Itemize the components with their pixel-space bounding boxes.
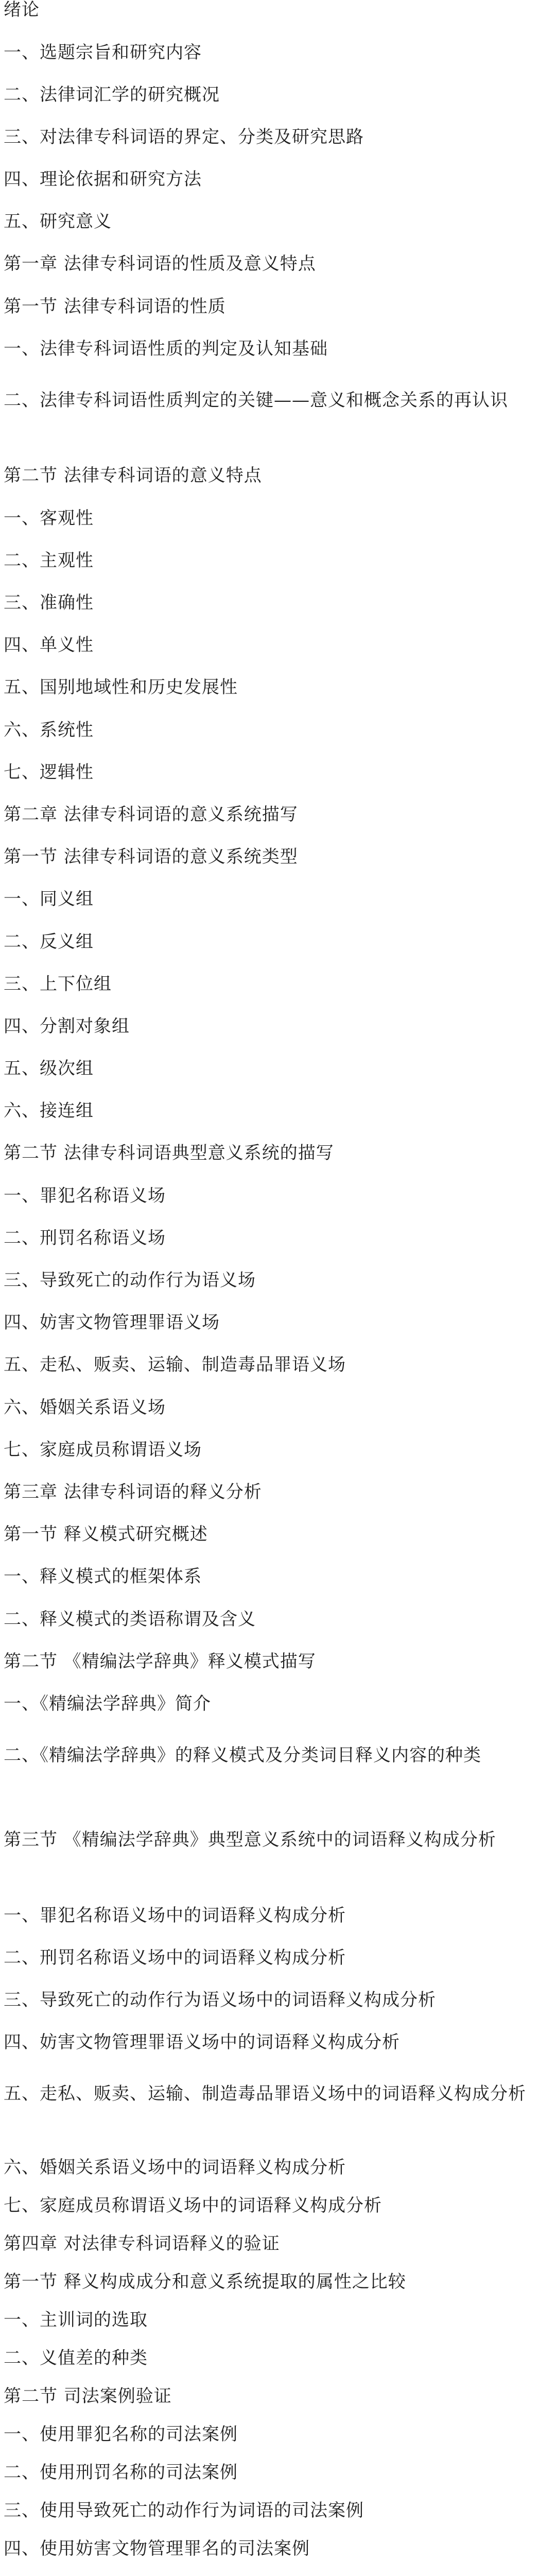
toc-entry: 一、罪犯名称语义场 xyxy=(4,1185,166,1206)
toc-entry: 第二章 法律专科词语的意义系统描写 xyxy=(4,804,298,825)
toc-entry: 二、刑罚名称语义场中的词语释义构成分析 xyxy=(4,1947,346,1968)
toc-entry: 三、导致死亡的动作行为语义场 xyxy=(4,1270,256,1291)
toc-entry: 第一节 法律专科词语的性质 xyxy=(4,296,226,317)
toc-entry: 七、家庭成员称谓语义场中的词语释义构成分析 xyxy=(4,2195,382,2216)
toc-entry: 三、使用导致死亡的动作行为词语的司法案例 xyxy=(4,2500,364,2521)
toc-entry: 三、导致死亡的动作行为语义场中的词语释义构成分析 xyxy=(4,1990,436,2010)
toc-entry: 一、释义模式的框架体系 xyxy=(4,1566,202,1587)
toc-entry: 二、主观性 xyxy=(4,550,94,571)
toc-entry: 三、对法律专科词语的界定、分类及研究思路 xyxy=(4,127,364,147)
toc-entry: 绪论 xyxy=(4,0,40,20)
toc-entry: 六、系统性 xyxy=(4,720,94,740)
toc-entry: 二、义值差的种类 xyxy=(4,2348,148,2368)
toc-entry: 四、理论依据和研究方法 xyxy=(4,169,202,190)
toc-entry: 第三章 法律专科词语的释义分析 xyxy=(4,1482,262,1502)
toc-entry: 三、准确性 xyxy=(4,592,94,613)
toc-entry: 一、罪犯名称语义场中的词语释义构成分析 xyxy=(4,1905,346,1926)
toc-entry: 第一节 释义构成成分和意义系统提取的属性之比较 xyxy=(4,2272,406,2292)
toc-entry: 四、使用妨害文物管理罪名的司法案例 xyxy=(4,2538,310,2559)
toc-entry: 五、研究意义 xyxy=(4,211,112,232)
toc-entry: 二、使用刑罚名称的司法案例 xyxy=(4,2462,238,2483)
toc-entry: 二、法律专科词语性质判定的关键——意义和概念关系的再认识 xyxy=(4,390,508,411)
toc-entry: 四、分割对象组 xyxy=(4,1016,130,1037)
toc-entry: 一、《精编法学辞典》简介 xyxy=(4,1693,211,1714)
toc-entry: 六、婚姻关系语义场 xyxy=(4,1397,166,1418)
toc-entry: 二、《精编法学辞典》的释义模式及分类词目释义内容的种类 xyxy=(4,1745,481,1766)
toc-entry: 第一节 法律专科词语的意义系统类型 xyxy=(4,846,298,867)
toc-entry: 一、同义组 xyxy=(4,889,94,909)
toc-entry: 一、选题宗旨和研究内容 xyxy=(4,42,202,63)
toc-entry: 一、客观性 xyxy=(4,508,94,529)
toc-entry: 七、家庭成员称谓语义场 xyxy=(4,1439,202,1460)
toc-entry: 第二节 法律专科词语典型意义系统的描写 xyxy=(4,1143,334,1163)
toc-entry: 七、逻辑性 xyxy=(4,762,94,783)
toc-entry: 六、婚姻关系语义场中的词语释义构成分析 xyxy=(4,2157,346,2178)
toc-entry: 一、法律专科词语性质的判定及认知基础 xyxy=(4,338,328,359)
toc-entry: 二、法律词汇学的研究概况 xyxy=(4,84,220,105)
toc-entry: 四、单义性 xyxy=(4,635,94,655)
toc-entry: 四、妨害文物管理罪语义场 xyxy=(4,1312,220,1333)
toc-entry: 一、使用罪犯名称的司法案例 xyxy=(4,2424,238,2445)
toc-entry: 二、刑罚名称语义场 xyxy=(4,1228,166,1248)
toc-entry: 一、主训词的选取 xyxy=(4,2310,148,2330)
toc-entry: 第一节 释义模式研究概述 xyxy=(4,1524,208,1545)
toc-entry: 第一章 法律专科词语的性质及意义特点 xyxy=(4,253,316,274)
toc-entry: 第二节 法律专科词语的意义特点 xyxy=(4,465,262,486)
toc-entry: 第三节 《精编法学辞典》典型意义系统中的词语释义构成分析 xyxy=(4,1829,496,1850)
toc-entry: 四、妨害文物管理罪语义场中的词语释义构成分析 xyxy=(4,2032,400,2053)
toc-entry: 二、反义组 xyxy=(4,931,94,952)
toc-entry: 第四章 对法律专科词语释义的验证 xyxy=(4,2233,280,2254)
toc-entry: 第二节 司法案例验证 xyxy=(4,2386,172,2406)
toc-entry: 五、级次组 xyxy=(4,1058,94,1079)
toc-entry: 第二节 《精编法学辞典》释义模式描写 xyxy=(4,1651,316,1672)
toc-entry: 五、走私、贩卖、运输、制造毒品罪语义场 xyxy=(4,1354,346,1375)
toc-entry: 二、释义模式的类语称谓及含义 xyxy=(4,1609,256,1630)
toc-entry: 六、接连组 xyxy=(4,1100,94,1121)
toc-entry: 五、走私、贩卖、运输、制造毒品罪语义场中的词语释义构成分析 xyxy=(4,2083,526,2104)
toc-entry: 三、上下位组 xyxy=(4,974,112,994)
toc-entry: 五、国别地域性和历史发展性 xyxy=(4,677,238,698)
